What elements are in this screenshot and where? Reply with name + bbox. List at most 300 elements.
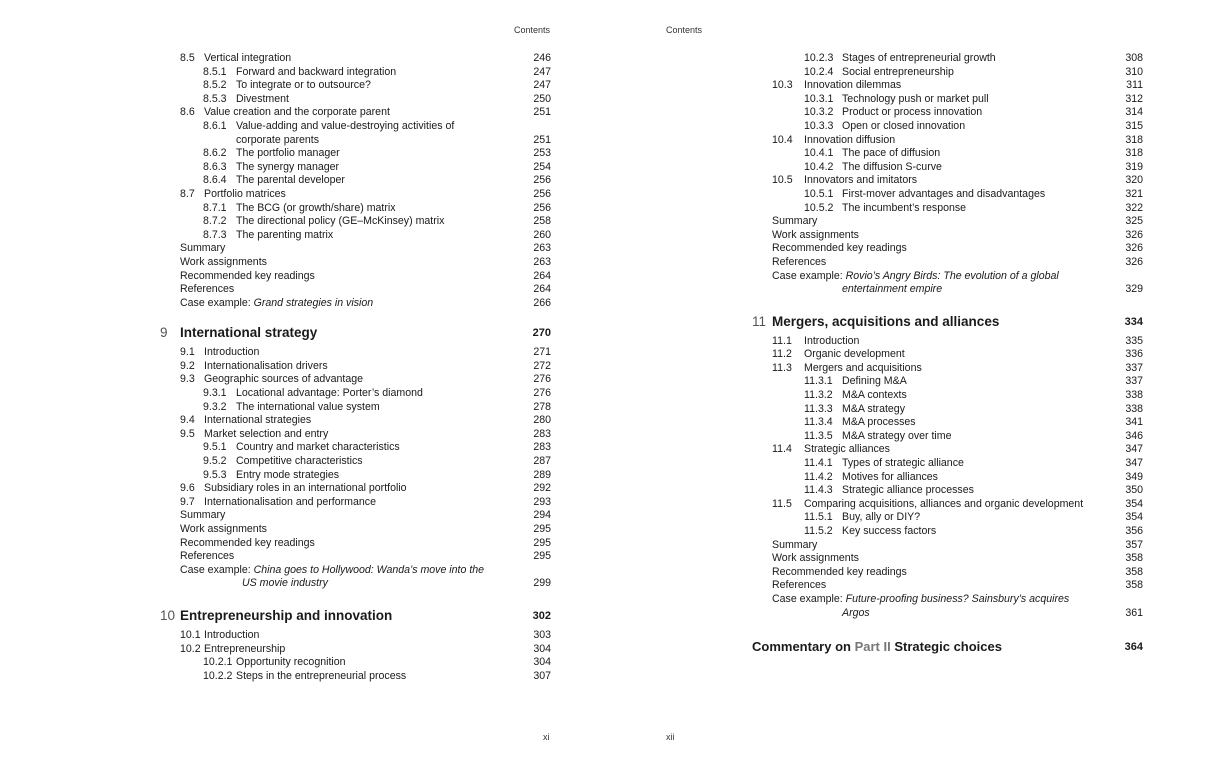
toc-entry-title: To integrate or to outsource? [236,79,371,92]
toc-entry-page: 250 [533,92,551,105]
toc-entry-number: 11.2 [772,348,792,361]
toc-entry [752,215,1143,229]
toc-entry [752,93,1143,107]
toc-entry-title [180,270,315,284]
toc-entry-title: Strategic alliance processes [842,484,974,497]
toc-entry [752,348,1143,362]
toc-top-block [752,52,1143,297]
toc-entry-number: 10.2.3 [804,52,834,64]
toc-entry-title [180,509,225,523]
toc-entry-page: 318 [1125,133,1143,146]
toc-entry-number: 10.3.2 [804,106,834,119]
toc-entry-label: Work assignments [180,523,267,535]
toc-entry-title: Internationalisation drivers [204,359,328,372]
toc-entry [160,346,551,360]
commentary-heading [752,636,1143,658]
toc-entry-title: The parental developer [236,174,345,187]
toc-entry-page: 254 [533,160,551,173]
toc-entry-title [772,229,859,243]
toc-entry-title [180,564,484,578]
toc-entry-label: References [180,283,235,296]
toc-entry [752,270,1143,284]
toc-entry [752,389,1143,403]
chapter-page: 302 [532,609,551,622]
toc-entry [752,52,1143,66]
toc-entry-page: 304 [533,656,551,669]
chapter-page: 334 [1124,315,1143,328]
toc-entry-number: 8.5.2 [203,79,227,92]
toc-entry [160,564,551,578]
toc-chapter-9-items [160,346,551,591]
toc-entry-page: 347 [1125,443,1143,456]
toc-entry-number: 9.2 [180,359,195,372]
toc-entry [752,552,1143,566]
toc-entry [752,416,1143,430]
toc-entry-number: 10.2.4 [804,65,834,78]
toc-entry-label: References [772,579,827,592]
toc-entry-title: Strategic alliances [804,443,890,456]
case-title: Grand strategies in vision [253,296,374,309]
toc-entry [160,52,551,66]
toc-entry [752,134,1143,148]
toc-entry-number: 10.5.2 [804,201,834,214]
toc-entry-title: Comparing acquisitions, alliances and organic development [804,497,1084,510]
toc-entry-page: 337 [1125,361,1143,374]
toc-entry [160,643,551,657]
toc-entry-number: 10.2.2 [203,669,233,682]
toc-entry-number: 8.6.1 [203,119,227,132]
toc-entry [752,229,1143,243]
toc-entry-label: Summary [772,538,818,551]
toc-entry-title [772,215,817,229]
toc-entry-title [772,242,907,256]
toc-entry-title: Product or process innovation [842,106,983,119]
toc-entry [752,283,1143,297]
toc-entry-page: 271 [533,346,551,359]
chapter-title: International strategy [180,325,318,341]
toc-entry-title [180,283,234,297]
toc-entry [752,471,1143,485]
toc-entry [160,469,551,483]
toc-entry-number: 8.7.3 [203,228,227,241]
toc-entry-number: 8.6 [180,106,195,119]
toc-entry [160,401,551,415]
toc-entry-page: 263 [533,242,551,255]
right-page [607,0,1214,761]
toc-entry-number: 9.3 [180,373,195,386]
toc-entry [752,403,1143,417]
toc-entry [752,66,1143,80]
toc-entry-title: Innovation diffusion [804,133,896,146]
toc-entry-number: 11.5.1 [804,511,833,524]
toc-entry [160,629,551,643]
toc-entry-title: Subsidiary roles in an international portfolio [204,482,407,495]
case-title: China goes to Hollywood: Wanda’s move into the [253,563,485,576]
toc-entry-page: 326 [1125,242,1143,255]
toc-entry-title: The parenting matrix [236,228,334,241]
toc-entry-page: 318 [1125,147,1143,160]
toc-entry-number: 9.3.2 [203,400,227,413]
toc-entry [752,457,1143,471]
toc-entry-title: Innovators and imitators [804,174,918,187]
toc-entry-number: 10.3 [772,79,793,92]
toc-entry-number: 10.4.1 [804,147,834,160]
toc-entry-label: References [772,255,827,268]
toc-entry [160,428,551,442]
toc-entry-page: 314 [1125,106,1143,119]
toc-entry [752,362,1143,376]
toc-entry-number: 9.7 [180,495,195,508]
toc-entry-title: corporate parents [236,133,320,146]
toc-entry [160,537,551,551]
toc-entry-label: Recommended key readings [772,565,907,578]
toc-entry-title: Entrepreneurship [204,642,286,655]
toc-entry-page: 358 [1125,552,1143,565]
toc-entry-title: The pace of diffusion [842,147,941,160]
toc-entry [160,550,551,564]
toc-entry [160,174,551,188]
toc-entry [752,188,1143,202]
toc-entry-title: Mergers and acquisitions [804,361,922,374]
toc-entry-title: M&A contexts [842,389,907,402]
toc-entry-title [180,537,315,551]
toc-entry-page: 338 [1125,402,1143,415]
toc-entry-title: Forward and backward integration [236,65,397,78]
toc-entry-page: 325 [1125,215,1143,228]
toc-entry [160,297,551,311]
toc-entry-title [180,242,225,256]
toc-entry-page: 311 [1126,79,1143,92]
toc-entry-number: 11.4.3 [804,484,833,497]
toc-entry-page: 337 [1125,375,1143,388]
toc-entry-title: The portfolio manager [236,147,340,160]
running-head: Contents [666,25,703,35]
toc-entry-title: Geographic sources of advantage [204,373,364,386]
toc-entry-page: 256 [533,174,551,187]
toc-entry-page: 280 [533,414,551,427]
toc-entry-page: 354 [1125,497,1143,510]
toc-entry-title: Introduction [804,334,860,347]
toc-entry [160,656,551,670]
toc-entry-number: 11.4.2 [804,470,833,483]
toc-entry [160,134,551,148]
toc-entry [752,202,1143,216]
toc-entry-title [772,593,1069,607]
toc-entry-label: Recommended key readings [772,242,907,255]
toc-entry-page: 349 [1125,470,1143,483]
toc-entry [752,335,1143,349]
toc-entry [752,443,1143,457]
toc-entry-title: Competitive characteristics [236,455,363,468]
toc-entry-page: 260 [533,228,551,241]
toc-entry-number: 11.3.1 [804,375,833,388]
toc-entry-title [180,256,267,270]
toc-entry-label: Work assignments [180,255,267,268]
toc-entry-title: Defining M&A [842,375,907,388]
toc-entry-number: 9.5.3 [203,468,227,481]
toc-entry [160,242,551,256]
chapter-heading-11 [752,311,1143,333]
toc-entry [160,161,551,175]
toc-entry-title [180,523,267,537]
toc-entry-number: 8.5.1 [203,65,227,78]
toc-entry-page: 289 [533,468,551,481]
toc-entry-label: Recommended key readings [180,536,315,549]
toc-entry-title: Social entrepreneurship [842,65,954,78]
toc-top-block [160,52,551,310]
toc-entry-title: Introduction [204,628,260,641]
toc-entry-label: Summary [772,215,818,228]
toc-entry-page: 283 [533,441,551,454]
toc-entry [160,373,551,387]
toc-entry [752,607,1143,621]
toc-entry-title: Divestment [236,92,289,105]
toc-entry-number: 11.3.2 [804,389,833,402]
toc-entry-number: 8.5.3 [203,92,227,105]
toc-entry [160,455,551,469]
toc-entry-page: 326 [1125,228,1143,241]
toc-entry-page: 247 [533,65,551,78]
toc-entry-page: 338 [1125,389,1143,402]
toc-entry [752,375,1143,389]
toc-entry-number: 11.4.1 [804,457,833,470]
commentary-part: Part II [854,639,891,655]
chapter-heading-9 [160,322,551,344]
toc-entry-title: Innovation dilemmas [804,79,902,92]
toc-entry-title [772,566,907,580]
toc-entry-label: Summary [180,509,226,522]
toc-entry-page: 293 [533,495,551,508]
toc-entry-number: 11.3.3 [804,402,833,415]
toc-entry-page: 321 [1125,187,1143,200]
toc-entry-title: Value creation and the corporate parent [204,106,390,119]
toc-entry-number: 9.5.1 [203,441,227,454]
toc-entry-number: 9.4 [180,414,195,427]
toc-entry-page: 287 [533,455,551,468]
toc-entry-page: 295 [533,523,551,535]
toc-entry-page: 264 [533,269,551,282]
toc-entry-title [772,552,859,566]
commentary-prefix: Commentary on [752,639,855,655]
toc-entry-page: 303 [533,628,551,641]
toc-entry-number: 9.1 [180,346,195,359]
toc-entry [752,593,1143,607]
toc-entry [752,566,1143,580]
toc-entry-page: 278 [533,400,551,413]
toc-entry-page: 294 [533,509,551,522]
toc-entry-number: 10.1 [180,628,201,641]
toc-entry [160,523,551,537]
toc-entry [752,256,1143,270]
chapter-heading-10 [160,605,551,627]
toc-entry-title: The BCG (or growth/share) matrix [236,201,396,214]
toc-entry [160,670,551,684]
toc-entry-title [772,579,826,593]
toc-entry-title: Motives for alliances [842,470,938,483]
toc-entry [160,414,551,428]
chapter-title: Entrepreneurship and innovation [180,607,393,623]
chapter-number: 10 [160,607,176,623]
toc-left [160,52,551,683]
toc-entry-page: 357 [1125,538,1143,551]
toc-entry-page: 276 [533,373,551,386]
toc-entry-page: 251 [533,106,551,119]
toc-entry [160,106,551,120]
toc-entry [160,283,551,297]
toc-entry-title [180,550,234,564]
toc-entry-page: 295 [533,550,551,563]
toc-entry-number: 11.4 [772,443,792,456]
chapter-title: Mergers, acquisitions and alliances [772,313,1000,329]
toc-entry-number: 8.6.4 [203,174,227,187]
toc-entry-title: Stages of entrepreneurial growth [842,52,996,64]
toc-entry-page: 308 [1125,52,1143,64]
toc-entry-page: 295 [533,536,551,549]
toc-entry [160,509,551,523]
toc-entry-title: First-mover advantages and disadvantages [842,187,1046,200]
toc-entry-number: 11.3.5 [804,429,833,442]
toc-entry-page: 256 [533,201,551,214]
commentary-page: 364 [1124,641,1143,654]
toc-chapter-11-items [752,335,1143,620]
chapter-page: 270 [532,327,551,340]
toc-entry-page: 336 [1125,348,1143,361]
toc-entry-page: 329 [1125,283,1143,296]
toc-entry [752,161,1143,175]
toc-entry-title: Vertical integration [204,52,292,64]
running-head: Contents [514,25,551,35]
toc-entry [160,270,551,284]
toc-entry [160,79,551,93]
toc-entry-title: Market selection and entry [204,427,329,440]
toc-entry-page: 347 [1125,457,1143,470]
toc-entry-label: Case example: [772,269,846,282]
toc-entry-label: Case example: [772,592,846,605]
case-title: Rovio’s Angry Birds: The evolution of a global [845,269,1059,282]
toc-entry [752,79,1143,93]
chapter-number: 9 [160,325,168,341]
toc-entry-number: 9.5 [180,427,195,440]
toc-entry [752,579,1143,593]
toc-entry-title: Country and market characteristics [236,441,400,454]
toc-entry-page: 266 [533,296,551,309]
toc-chapter-10-items [160,629,551,683]
toc-entry [752,106,1143,120]
toc-entry-page: 335 [1125,334,1143,347]
toc-entry-page: 292 [533,482,551,495]
toc-entry [160,229,551,243]
toc-entry-page: 350 [1125,484,1143,497]
toc-entry-number: 10.2.1 [203,656,233,669]
toc-entry-page: 272 [533,359,551,372]
toc-entry-number: 10.4.2 [804,160,834,173]
toc-entry-number: 8.7.2 [203,215,227,228]
toc-entry-page: 354 [1125,511,1143,524]
commentary-title [752,636,1002,658]
toc-entry-page: 320 [1125,174,1143,187]
toc-entry-title: Types of strategic alliance [842,457,964,470]
toc-entry-page: 341 [1125,416,1143,429]
toc-entry-number: 8.7.1 [203,201,227,214]
toc-entry [160,441,551,455]
case-title-continued: entertainment empire [842,283,943,296]
toc-entry [160,496,551,510]
toc-entry [752,525,1143,539]
toc-entry [752,174,1143,188]
toc-entry [160,215,551,229]
toc-entry-number: 10.4 [772,133,793,146]
toc-entry-title: Internationalisation and performance [204,495,376,508]
toc-entry-number: 9.6 [180,482,195,495]
toc-entry [160,360,551,374]
toc-entry-title [772,256,826,270]
toc-entry [160,482,551,496]
toc-entry [160,66,551,80]
toc-entry-page: 276 [533,387,551,400]
toc-entry-label: Case example: [180,563,254,576]
toc-entry-page: 251 [533,133,551,146]
toc-entry-label: Case example: [180,296,254,309]
toc-entry-number: 11.5 [772,497,792,510]
toc-entry [752,484,1143,498]
toc-entry-page: 299 [533,577,551,590]
toc-entry-number: 11.5.2 [804,525,833,537]
toc-entry [160,93,551,107]
toc-entry-title: Steps in the entrepreneurial process [236,669,407,682]
toc-entry [160,387,551,401]
toc-entry [160,120,551,134]
toc-entry-page: 315 [1125,119,1143,132]
toc-entry [752,242,1143,256]
toc-entry-page: 253 [533,147,551,160]
chapter-number: 11 [752,313,767,329]
toc-entry-title: The diffusion S-curve [842,160,942,173]
toc-entry [160,147,551,161]
toc-entry-page: 247 [533,79,551,92]
toc-entry-page: 264 [533,283,551,296]
toc-entry-title: The synergy manager [236,160,340,173]
toc-entry-number: 11.3.4 [804,416,833,429]
toc-entry [752,511,1143,525]
toc-entry-title: Buy, ally or DIY? [842,511,921,524]
toc-entry-page: 326 [1125,255,1143,268]
toc-entry-number: 9.3.1 [203,387,227,400]
toc-entry-page: 307 [533,669,551,682]
toc-entry-page: 322 [1125,201,1143,214]
toc-entry-page: 361 [1125,606,1143,619]
toc-entry-title: Open or closed innovation [842,119,966,132]
toc-entry-number: 8.5 [180,52,195,64]
toc-entry-number: 10.3.1 [804,92,834,105]
toc-entry [752,120,1143,134]
toc-entry [752,147,1143,161]
toc-entry-number: 11.3 [772,361,792,374]
toc-entry-title: International strategies [204,414,312,427]
toc-entry-label: References [180,550,235,563]
toc-entry-page: 246 [533,52,551,64]
toc-entry [752,539,1143,553]
toc-entry-number: 10.2 [180,642,201,655]
toc-entry-page: 358 [1125,565,1143,578]
toc-entry-page: 256 [533,187,551,200]
toc-entry-page: 258 [533,215,551,228]
toc-entry-label: Recommended key readings [180,269,315,282]
toc-entry-title: Entry mode strategies [236,468,340,481]
toc-entry-title: Opportunity recognition [236,656,346,669]
case-title-continued: Argos [842,606,870,619]
toc-entry-page: 358 [1125,579,1143,592]
toc-entry-number: 10.5.1 [804,187,834,200]
